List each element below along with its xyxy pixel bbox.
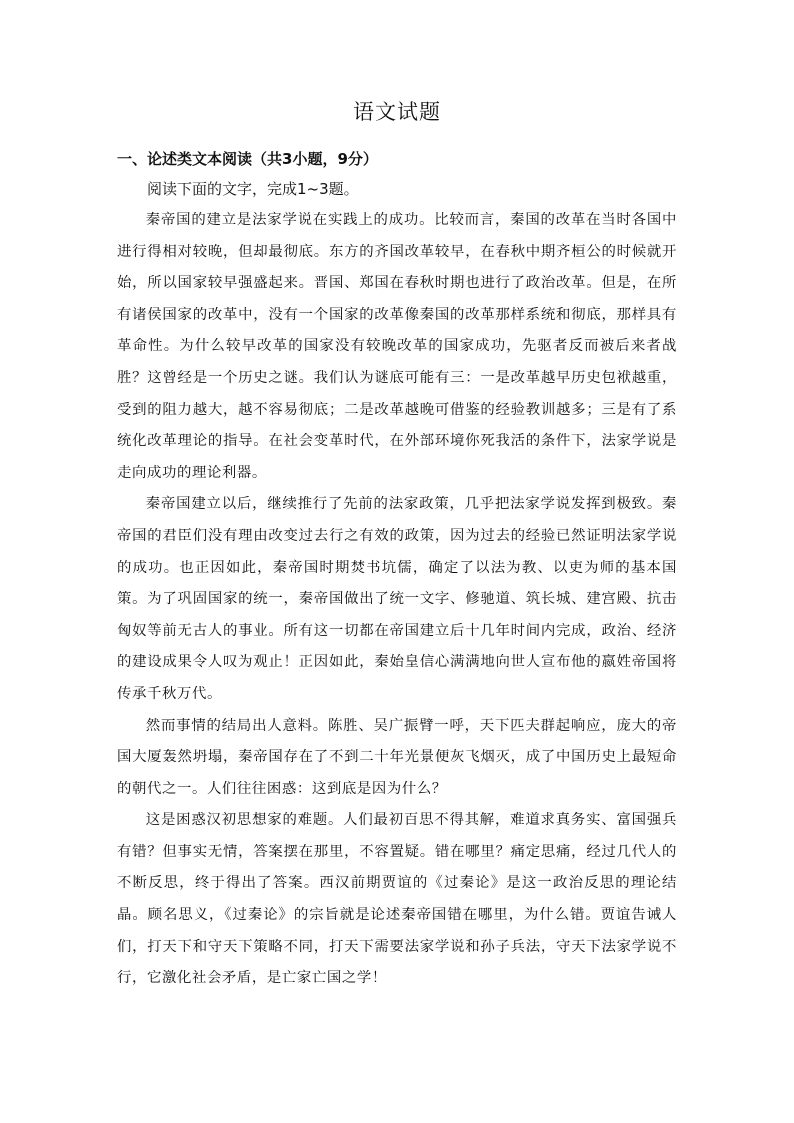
passage-body	[117, 205, 677, 995]
passage-paragraph: 然而事情的结局出人意料。陈胜、吴广振臂一呼，天下匹夫群起响应，庞大的帝国大厦轰然坍塌，秦帝国存在了不到二十年光景便灰飞烟灭，成了中国历史上最短命的朝代之一。人们往往困惑：这到底是因为什么？	[117, 717, 677, 797]
document-title: 语文试题	[353, 100, 441, 124]
section-heading: 一、论述类文本阅读（共3小题，9分）	[117, 150, 378, 168]
passage-paragraph: 这是困惑汉初思想家的难题。人们最初百思不得其解，难道求真务实、富国强兵有错？但事实无情，答案摆在那里，不容置疑。错在哪里？痛定思痛，经过几代人的不断反思，终于得出了答案。西汉前期贾谊的《过秦论》是这一政治反思的理论结晶。顾名思义，《过秦论》的宗旨就是论述秦帝国错在哪里，为什么错。贾谊告诫人们，打天下和守天下策略不同，打天下需要法家学说和孙子兵法，守天下法家学说不行，它激化社会矛盾，是亡家亡国之学！	[117, 812, 677, 987]
passage-paragraph: 秦帝国的建立是法家学说在实践上的成功。比较而言，秦国的改革在当时各国中进行得相对较晚，但却最彻底。东方的齐国改革较早，在春秋中期齐桓公的时候就开始，所以国家较早强盛起来。晋国、郑国在春秋时期也进行了政治改革。但是，在所有诸侯国家的改革中，没有一个国家的改革像秦国的改革那样系统和彻底，那样具有革命性。为什么较早改革的国家没有较晚改革的国家成功，先驱者反而被后来者战胜？这曾经是一个历史之谜。我们认为谜底可能有三：一是改革越早历史包袱越重，受到的阻力越大，越不容易彻底；二是改革越晚可借鉴的经验教训越多；三是有了系统化改革理论的指导。在社会变革时代，在外部环境你死我活的条件下，法家学说是走向成功的理论利器。	[117, 212, 677, 481]
reading-instruction: 阅读下面的文字，完成1~3题。	[147, 180, 359, 198]
passage-paragraph: 秦帝国建立以后，继续推行了先前的法家政策，几乎把法家学说发挥到极致。秦帝国的君臣们没有理由改变过去行之有效的政策，因为过去的经验已然证明法家学说的成功。也正因如此，秦帝国时期焚书坑儒，确定了以法为教、以吏为师的基本国策。为了巩固国家的统一，秦帝国做出了统一文字、修驰道、筑长城、建宫殿、抗击匈奴等前无古人的事业。所有这一切都在帝国建立后十几年时间内完成，政治、经济的建设成果令人叹为观止！正因如此，秦始皇信心满满地向世人宣布他的嬴姓帝国将传承千秋万代。	[117, 496, 677, 702]
